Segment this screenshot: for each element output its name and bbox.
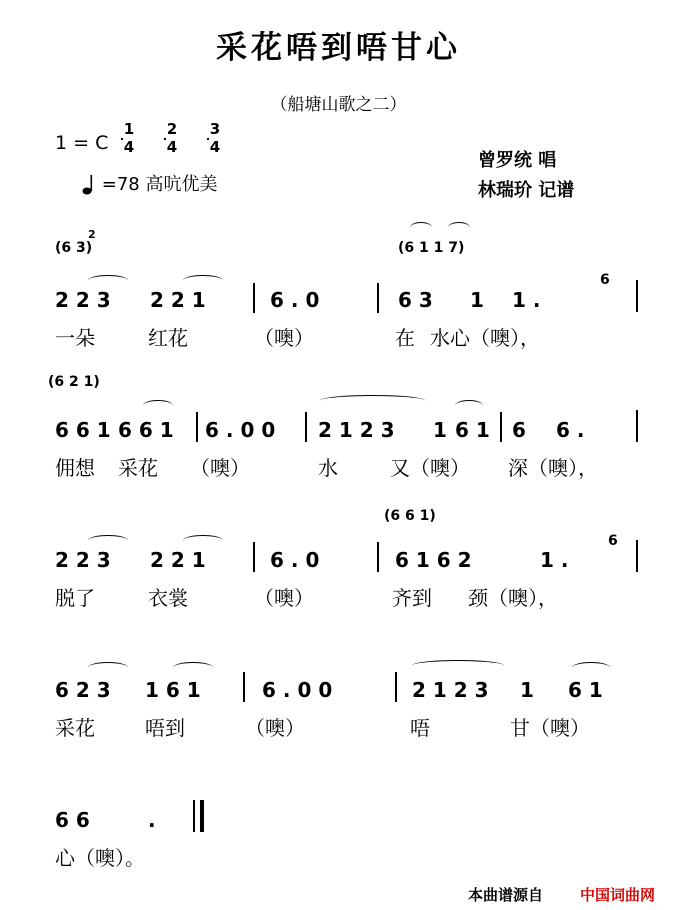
measure-notes: 2 2 3 xyxy=(55,288,111,312)
lyric: 又（噢） xyxy=(390,456,470,480)
measure-notes: 6 6 1 xyxy=(55,418,111,442)
measure-notes: 2 1 2 3 xyxy=(318,418,395,442)
measure-notes: 6 . 0 xyxy=(270,288,320,312)
lyric: 齐到 xyxy=(392,586,432,610)
lyric: （噢） xyxy=(190,456,250,480)
measure-notes: 6 1 xyxy=(568,678,603,702)
measure-notes: . xyxy=(148,808,156,832)
measure-notes: 6 3 xyxy=(398,288,433,312)
measure-notes: 2 2 1 xyxy=(150,288,206,312)
measure-notes: 2 2 3 xyxy=(55,548,111,572)
measure-notes: 1 6 1 xyxy=(145,678,201,702)
measure-notes: 1 xyxy=(470,288,484,312)
grace-notes: (6 1 1 7) xyxy=(398,240,465,256)
measure-notes: 1 xyxy=(520,678,534,702)
lyric: 深（噢）， xyxy=(508,456,598,480)
meter-1-4: 1 4 xyxy=(120,120,138,156)
lyric: 佣想 xyxy=(55,456,95,480)
tempo-text: =78 高吭优美 xyxy=(101,174,218,195)
footer-brand-link[interactable]: 中国词曲网 xyxy=(580,886,656,904)
lyric: 采花 xyxy=(55,716,95,740)
slur xyxy=(88,275,128,286)
measure-notes: 6 1 6 2 xyxy=(395,548,472,572)
measure-notes: 6 2 3 xyxy=(55,678,111,702)
slur xyxy=(410,222,432,233)
lyric: 一朵 xyxy=(55,326,95,350)
lyric: 甘（噢） xyxy=(510,716,590,740)
measure-notes: 6 . 0 0 xyxy=(262,678,333,702)
lyric: 心（噢）。 xyxy=(55,846,145,870)
bar-line xyxy=(636,280,638,312)
grace-note-mark: 2 xyxy=(88,228,96,241)
slur xyxy=(143,400,173,411)
page-title: 采花唔到唔甘心 xyxy=(216,30,461,66)
bar-line xyxy=(395,672,397,702)
grace-notes: (6 2 1) xyxy=(48,374,100,390)
lyric: （噢） xyxy=(254,326,314,350)
slur xyxy=(320,395,425,406)
lyric: 衣裳 xyxy=(148,586,188,610)
lyric: 在 xyxy=(395,326,415,350)
lyric: 脱了 xyxy=(55,586,95,610)
lyric: 采花 xyxy=(118,456,158,480)
grace-notes: (6 3) xyxy=(55,240,93,256)
subtitle: （船塘山歌之二） xyxy=(270,95,407,115)
measure-notes: 6 . 0 0 xyxy=(205,418,276,442)
measure-notes: 6 6 xyxy=(55,808,90,832)
bar-line xyxy=(243,672,245,702)
lyric: 唔到 xyxy=(145,716,185,740)
transcriber-credit: 林瑞玠 记谱 xyxy=(478,180,575,201)
measure-notes: 6 . 0 xyxy=(270,548,320,572)
measure-notes: 2 2 1 xyxy=(150,548,206,572)
meter-2-4: 2 4 xyxy=(163,120,181,156)
measure-notes: 6 6 1 xyxy=(118,418,174,442)
measure-notes: 6 xyxy=(512,418,526,442)
bar-line xyxy=(253,542,255,572)
lyric: 水 xyxy=(318,456,338,480)
grace-note-mark: 6 xyxy=(600,272,610,288)
slur xyxy=(572,662,610,673)
measure-notes: 1 xyxy=(433,418,447,442)
slur xyxy=(183,275,223,286)
lyric: 红花 xyxy=(148,326,188,350)
measure-notes: 6 . xyxy=(556,418,585,442)
footer-source-label: 本曲谱源自 xyxy=(468,886,544,904)
slur xyxy=(455,400,483,411)
bar-line xyxy=(636,540,638,572)
slur xyxy=(88,535,128,546)
meter-3-4: 3 4 xyxy=(206,120,224,156)
final-bar-thin xyxy=(193,800,195,832)
slur xyxy=(412,660,504,671)
slur xyxy=(88,662,128,673)
bar-line xyxy=(377,283,379,313)
singer-credit: 曾罗统 唱 xyxy=(478,150,557,171)
lyric: （噢） xyxy=(245,716,305,740)
measure-notes: 1 . xyxy=(540,548,569,572)
measure-notes: 6 1 xyxy=(455,418,490,442)
lyric: 水心（噢）， xyxy=(430,326,540,350)
quarter-note-icon xyxy=(82,174,96,196)
slur xyxy=(173,662,213,673)
slur xyxy=(183,535,223,546)
grace-note-mark: 6 xyxy=(608,533,618,549)
final-bar-thick xyxy=(200,800,204,832)
slur xyxy=(448,222,470,233)
lyric: （噢） xyxy=(254,586,314,610)
bar-line xyxy=(196,412,198,442)
lyric: 颈（噢）， xyxy=(468,586,558,610)
tempo-marking xyxy=(82,170,217,196)
bar-line xyxy=(500,412,502,442)
bar-line xyxy=(305,412,307,442)
grace-notes: (6 6 1) xyxy=(384,508,436,524)
key-signature: 1 = C xyxy=(55,132,109,154)
bar-line xyxy=(377,542,379,572)
bar-line xyxy=(253,283,255,313)
measure-notes: 2 1 2 3 xyxy=(412,678,489,702)
bar-line xyxy=(636,410,638,442)
measure-notes: 1 . xyxy=(512,288,541,312)
lyric: 唔 xyxy=(410,716,430,740)
